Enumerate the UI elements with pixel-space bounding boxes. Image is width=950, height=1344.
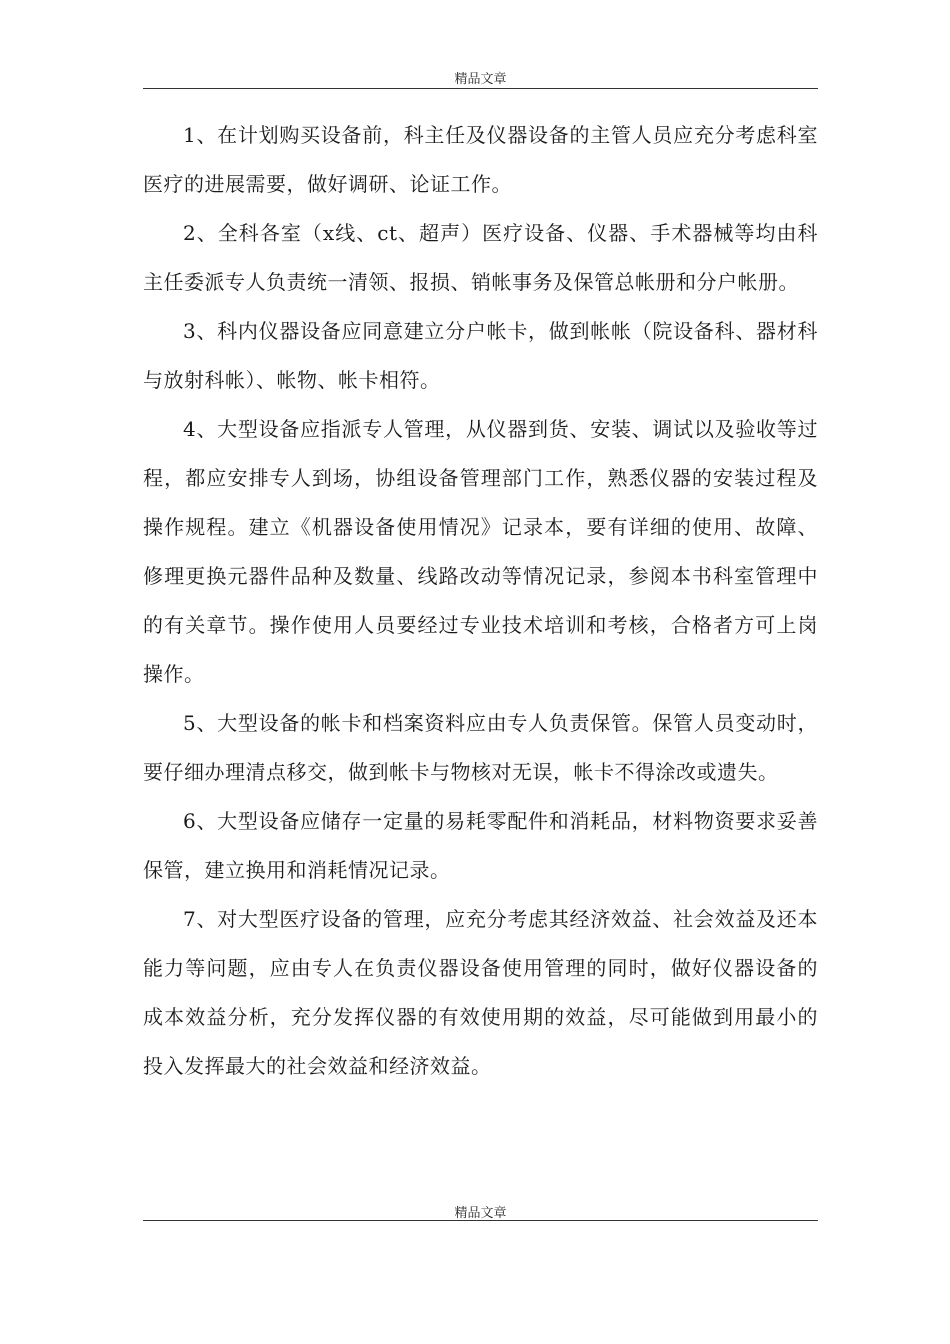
header-divider (143, 88, 818, 89)
page-footer: 精品文章 (454, 1206, 507, 1221)
paragraph-6: 6、大型设备应储存一定量的易耗零配件和消耗品，材料物资要求妥善保管，建立换用和消耗情况记录。 (143, 809, 818, 882)
page-header: 精品文章 (454, 72, 507, 87)
paragraph-7: 7、对大型医疗设备的管理，应充分考虑其经济效益、社会效益及还本能力等问题，应由专人在负责仪器设备使用管理的同时，做好仪器设备的成本效益分析，充分发挥仪器的有效使用期的效益，尽可能做到用最小的投入发挥最大的社会效益和经济效益。 (143, 907, 818, 1078)
footer-divider (143, 1220, 818, 1221)
paragraph-1: 1、在计划购买设备前，科主任及仪器设备的主管人员应充分考虑科室医疗的进展需要，做好调研、论证工作。 (143, 123, 818, 196)
document-body (143, 111, 818, 1091)
paragraph-5: 5、大型设备的帐卡和档案资料应由专人负责保管。保管人员变动时，要仔细办理清点移交，做到帐卡与物核对无误，帐卡不得涂改或遗失。 (143, 711, 818, 784)
paragraph-4: 4、大型设备应指派专人管理，从仪器到货、安装、调试以及验收等过程，都应安排专人到场，协组设备管理部门工作，熟悉仪器的安装过程及操作规程。建立《机器设备使用情况》记录本，要有详细的使用、故障、修理更换元器件品种及数量、线路改动等情况记录，参阅本书科室管理中的有关章节。操作使用人员要经过专业技术培训和考核，合格者方可上岗操作。 (143, 417, 818, 686)
paragraph-2: 2、全科各室（x线、ct、超声）医疗设备、仪器、手术器械等均由科主任委派专人负责统一清领、报损、销帐事务及保管总帐册和分户帐册。 (143, 221, 818, 294)
paragraph-3: 3、科内仪器设备应同意建立分户帐卡，做到帐帐（院设备科、器材科与放射科帐）、帐物、帐卡相符。 (143, 319, 818, 392)
